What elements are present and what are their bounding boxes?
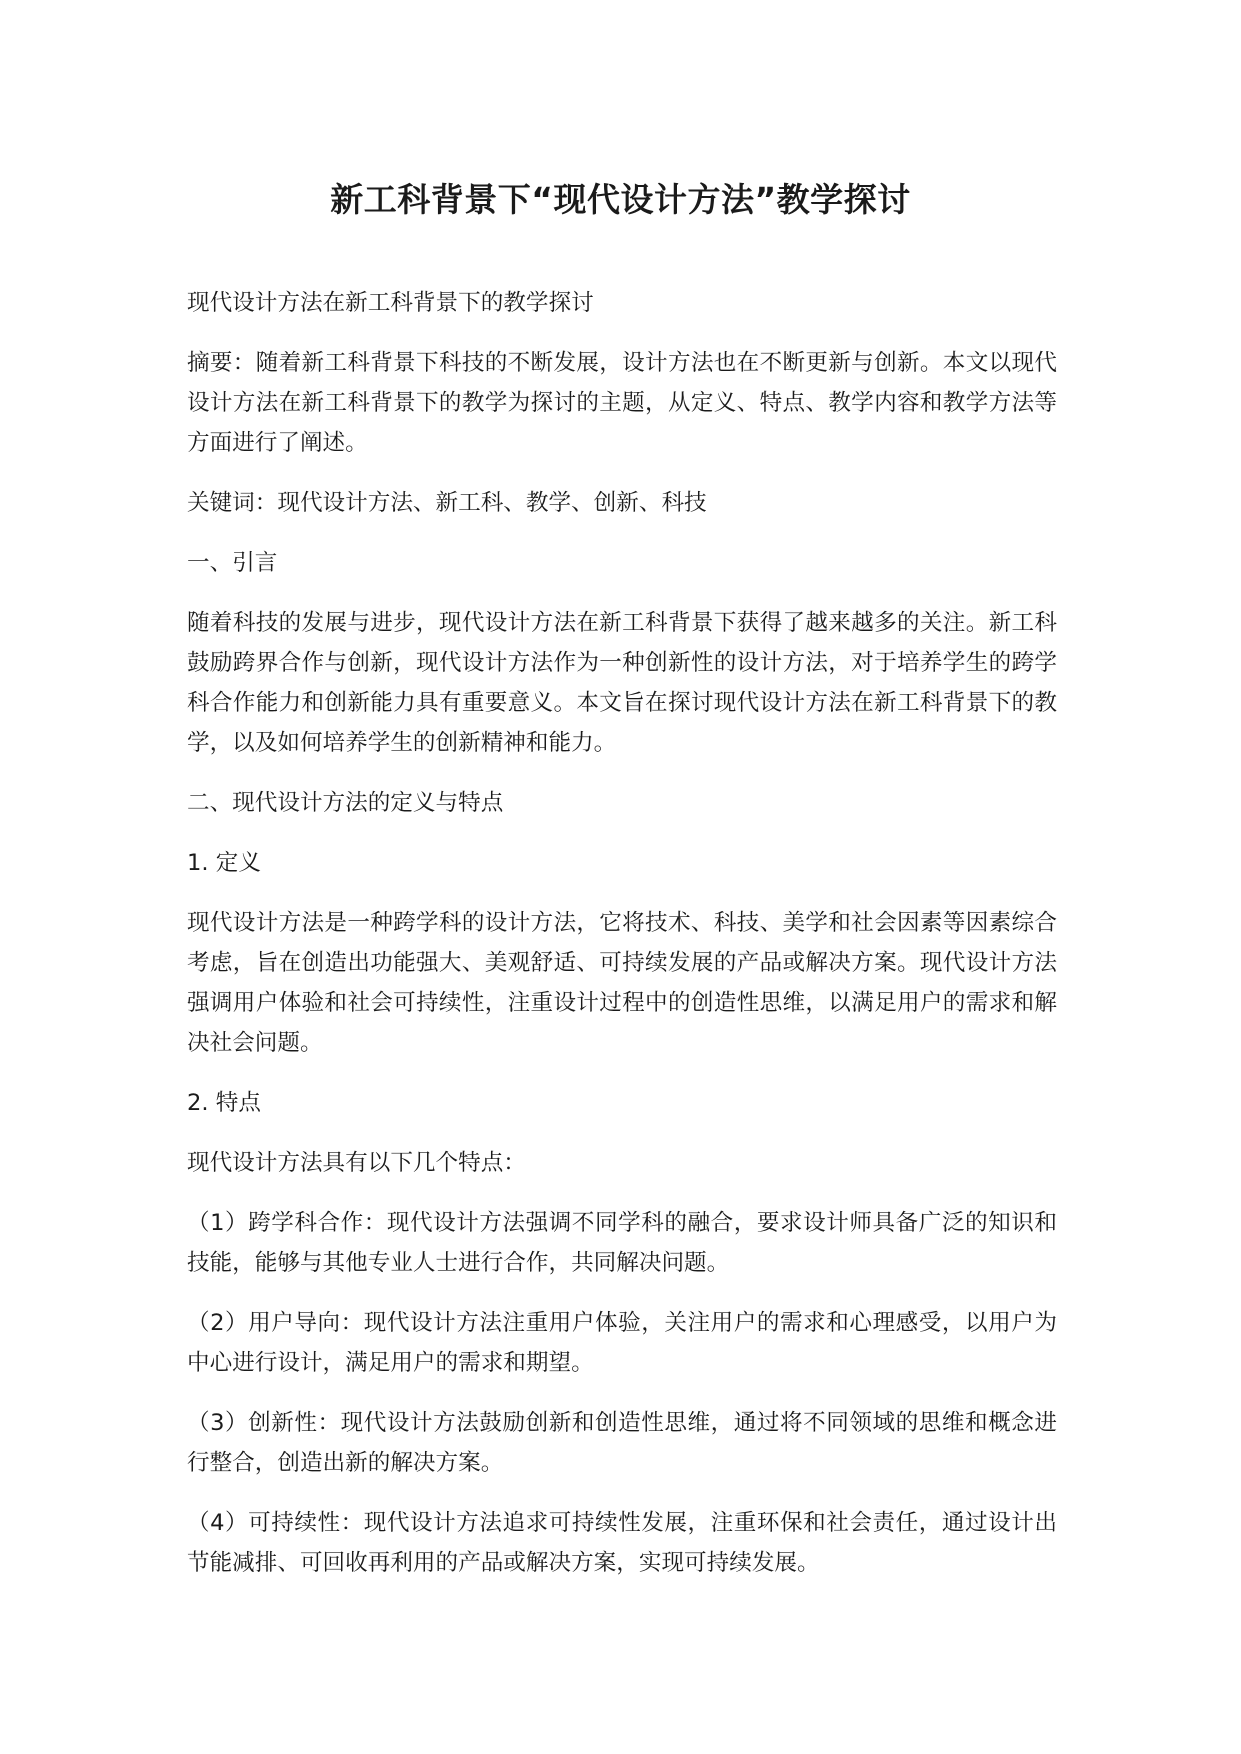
introduction-paragraph: 随着科技的发展与进步，现代设计方法在新工科背景下获得了越来越多的关注。新工科鼓励跨界合作与创新，现代设计方法作为一种创新性的设计方法，对于培养学生的跨学科合作能力和创新能力具有重要意义。本文旨在探讨现代设计方法在新工科背景下的教学，以及如何培养学生的创新精神和能力。	[187, 610, 1057, 756]
feature-item-interdisciplinary: （1）跨学科合作：现代设计方法强调不同学科的融合，要求设计师具备广泛的知识和技能，能够与其他专业人士进行合作，共同解决问题。	[187, 1210, 1057, 1276]
abstract-paragraph: 摘要：随着新工科背景下科技的不断发展，设计方法也在不断更新与创新。本文以现代设计方法在新工科背景下的教学为探讨的主题，从定义、特点、教学内容和教学方法等方面进行了阐述。	[187, 350, 1057, 456]
section-heading-introduction: 一、引言	[187, 550, 278, 576]
subheading-features: 2. 特点	[187, 1090, 261, 1116]
subheading-definition: 1. 定义	[187, 850, 261, 876]
document-body	[187, 283, 1057, 1603]
feature-item-sustainability: （4）可持续性：现代设计方法追求可持续性发展，注重环保和社会责任，通过设计出节能减排、可回收再利用的产品或解决方案，实现可持续发展。	[187, 1510, 1057, 1576]
document-title: 新工科背景下“现代设计方法”教学探讨	[330, 180, 911, 219]
feature-item-user-oriented: （2）用户导向：现代设计方法注重用户体验，关注用户的需求和心理感受，以用户为中心进行设计，满足用户的需求和期望。	[187, 1310, 1057, 1376]
definition-paragraph: 现代设计方法是一种跨学科的设计方法，它将技术、科技、美学和社会因素等因素综合考虑，旨在创造出功能强大、美观舒适、可持续发展的产品或解决方案。现代设计方法强调用户体验和社会可持续性，注重设计过程中的创造性思维，以满足用户的需求和解决社会问题。	[187, 910, 1057, 1056]
features-intro-paragraph: 现代设计方法具有以下几个特点：	[187, 1150, 526, 1176]
feature-item-innovation: （3）创新性：现代设计方法鼓励创新和创造性思维，通过将不同领域的思维和概念进行整合，创造出新的解决方案。	[187, 1410, 1057, 1476]
subtitle-paragraph: 现代设计方法在新工科背景下的教学探讨	[187, 290, 594, 316]
section-heading-definition-features: 二、现代设计方法的定义与特点	[187, 790, 504, 816]
keywords-paragraph: 关键词：现代设计方法、新工科、教学、创新、科技	[187, 490, 707, 516]
